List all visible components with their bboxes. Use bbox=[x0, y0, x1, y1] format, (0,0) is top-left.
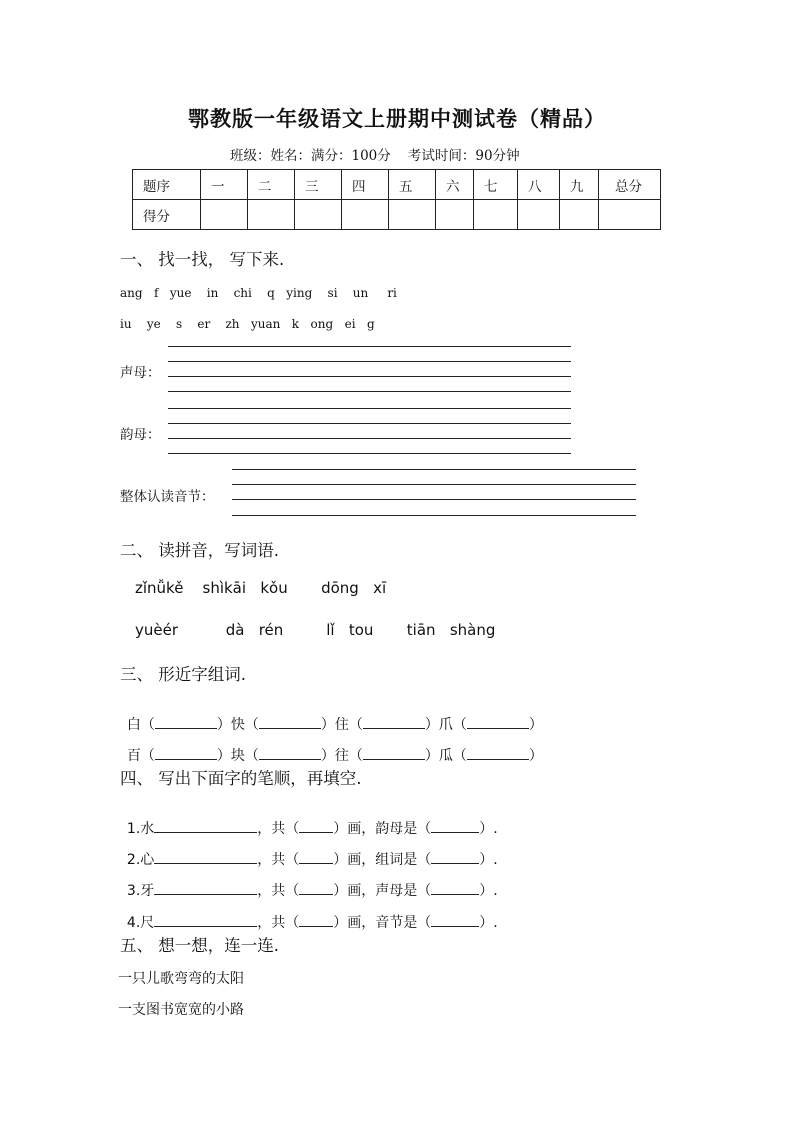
answer-blank[interactable] bbox=[299, 849, 333, 864]
writing-line[interactable] bbox=[232, 515, 636, 516]
answer-blank[interactable] bbox=[155, 745, 217, 760]
table-row bbox=[133, 200, 661, 230]
pinyin-words-row-1: zǐnǚkě shìkāi kǒu dōng xī bbox=[135, 579, 387, 597]
table-cell: 题序 bbox=[133, 170, 201, 200]
writing-line[interactable] bbox=[168, 361, 571, 362]
item-text: ）画，声母是（ bbox=[333, 883, 432, 899]
table-cell: 得分 bbox=[133, 200, 201, 230]
section-5-heading: 五、 想一想，连一连. bbox=[120, 936, 279, 955]
item-text: ）. bbox=[479, 883, 498, 899]
yunmu-label: 韵母： bbox=[120, 427, 161, 443]
section-2-heading: 二、 读拼音，写词语. bbox=[120, 541, 279, 560]
row-text: ）快（ bbox=[216, 717, 259, 733]
writing-line[interactable] bbox=[232, 484, 636, 485]
table-cell: 一 bbox=[201, 170, 248, 200]
row-text: 白（ bbox=[126, 717, 155, 733]
score-input-cell[interactable] bbox=[248, 200, 295, 230]
row-text: ）住（ bbox=[320, 717, 363, 733]
answer-blank[interactable] bbox=[155, 714, 217, 729]
row-text: ）块（ bbox=[216, 748, 259, 764]
score-input-cell[interactable] bbox=[474, 200, 518, 230]
writing-line[interactable] bbox=[168, 346, 571, 347]
score-input-cell[interactable] bbox=[436, 200, 474, 230]
score-input-cell[interactable] bbox=[389, 200, 436, 230]
table-cell: 九 bbox=[560, 170, 599, 200]
item-text: ，共（ bbox=[257, 883, 300, 899]
item-char: 1.水 bbox=[126, 821, 155, 837]
answer-blank[interactable] bbox=[259, 745, 321, 760]
writing-line[interactable] bbox=[232, 499, 636, 500]
table-cell: 总分 bbox=[599, 170, 661, 200]
page-title: 鄂教版一年级语文上册期中测试卷（精品） bbox=[188, 106, 606, 131]
item-text: ，共（ bbox=[257, 852, 300, 868]
stroke-order-item bbox=[118, 896, 498, 932]
section-4-heading: 四、 写出下面字的笔顺，再填空. bbox=[120, 769, 362, 788]
writing-line[interactable] bbox=[168, 391, 571, 392]
item-text: ）. bbox=[479, 852, 498, 868]
answer-blank[interactable] bbox=[299, 880, 333, 895]
item-char: 2.心 bbox=[126, 852, 155, 868]
score-input-cell[interactable] bbox=[518, 200, 560, 230]
answer-blank[interactable] bbox=[154, 849, 257, 864]
writing-line[interactable] bbox=[168, 408, 571, 409]
answer-blank[interactable] bbox=[467, 745, 529, 760]
row-text: ）爪（ bbox=[424, 717, 467, 733]
zhengti-label: 整体认读音节： bbox=[120, 489, 215, 505]
row-text: 百（ bbox=[126, 748, 155, 764]
matching-line-2: 一支图书宽宽的小路 bbox=[118, 1002, 244, 1018]
pinyin-words-row-2: yuèér dà rén lǐ tou tiān shàng bbox=[135, 621, 496, 639]
table-cell: 五 bbox=[389, 170, 436, 200]
answer-blank[interactable] bbox=[363, 714, 425, 729]
item-text: ）画，组词是（ bbox=[333, 852, 432, 868]
answer-blank[interactable] bbox=[467, 714, 529, 729]
pinyin-row-1: ang f yue in chi q ying si un ri bbox=[120, 286, 397, 300]
answer-blank[interactable] bbox=[299, 818, 333, 833]
writing-line[interactable] bbox=[168, 438, 571, 439]
answer-blank[interactable] bbox=[431, 849, 479, 864]
answer-blank[interactable] bbox=[431, 912, 479, 927]
shengmu-label: 声母： bbox=[120, 365, 161, 381]
item-char: 4.尺 bbox=[126, 915, 155, 931]
writing-line[interactable] bbox=[168, 423, 571, 424]
matching-line-1: 一只儿歌弯弯的太阳 bbox=[118, 971, 244, 987]
writing-line[interactable] bbox=[168, 376, 571, 377]
table-row bbox=[133, 170, 661, 200]
row-text: ） bbox=[528, 717, 543, 733]
answer-blank[interactable] bbox=[363, 745, 425, 760]
row-text: ）往（ bbox=[320, 748, 363, 764]
answer-blank[interactable] bbox=[299, 912, 333, 927]
answer-blank[interactable] bbox=[154, 880, 257, 895]
item-text: ）. bbox=[479, 915, 498, 931]
table-cell: 四 bbox=[342, 170, 389, 200]
section-1-heading: 一、 找一找， 写下来. bbox=[120, 250, 285, 269]
row-text: ） bbox=[528, 748, 543, 764]
score-input-cell[interactable] bbox=[599, 200, 661, 230]
item-text: ）. bbox=[479, 821, 498, 837]
answer-blank[interactable] bbox=[431, 818, 479, 833]
score-input-cell[interactable] bbox=[295, 200, 342, 230]
item-text: ）画，音节是（ bbox=[333, 915, 432, 931]
score-input-cell[interactable] bbox=[201, 200, 248, 230]
item-text: ，共（ bbox=[257, 821, 300, 837]
table-cell: 七 bbox=[474, 170, 518, 200]
answer-blank[interactable] bbox=[154, 818, 257, 833]
answer-blank[interactable] bbox=[154, 912, 257, 927]
table-cell: 三 bbox=[295, 170, 342, 200]
item-text: ，共（ bbox=[257, 915, 300, 931]
writing-line[interactable] bbox=[232, 469, 636, 470]
table-cell: 二 bbox=[248, 170, 295, 200]
exam-info: 班级：姓名：满分：100分 考试时间：90分钟 bbox=[230, 148, 520, 164]
table-cell: 六 bbox=[436, 170, 474, 200]
table-cell: 八 bbox=[518, 170, 560, 200]
pinyin-row-2: iu ye s er zh yuan k ong ei g bbox=[120, 317, 375, 331]
stroke-order-item bbox=[118, 864, 498, 900]
score-input-cell[interactable] bbox=[342, 200, 389, 230]
item-char: 3.牙 bbox=[126, 883, 155, 899]
answer-blank[interactable] bbox=[431, 880, 479, 895]
item-text: ）画，韵母是（ bbox=[333, 821, 432, 837]
answer-blank[interactable] bbox=[259, 714, 321, 729]
writing-line[interactable] bbox=[168, 453, 571, 454]
row-text: ）瓜（ bbox=[424, 748, 467, 764]
score-table bbox=[132, 169, 661, 230]
similar-chars-row-2 bbox=[118, 729, 543, 765]
score-input-cell[interactable] bbox=[560, 200, 599, 230]
section-3-heading: 三、 形近字组词. bbox=[120, 665, 246, 684]
